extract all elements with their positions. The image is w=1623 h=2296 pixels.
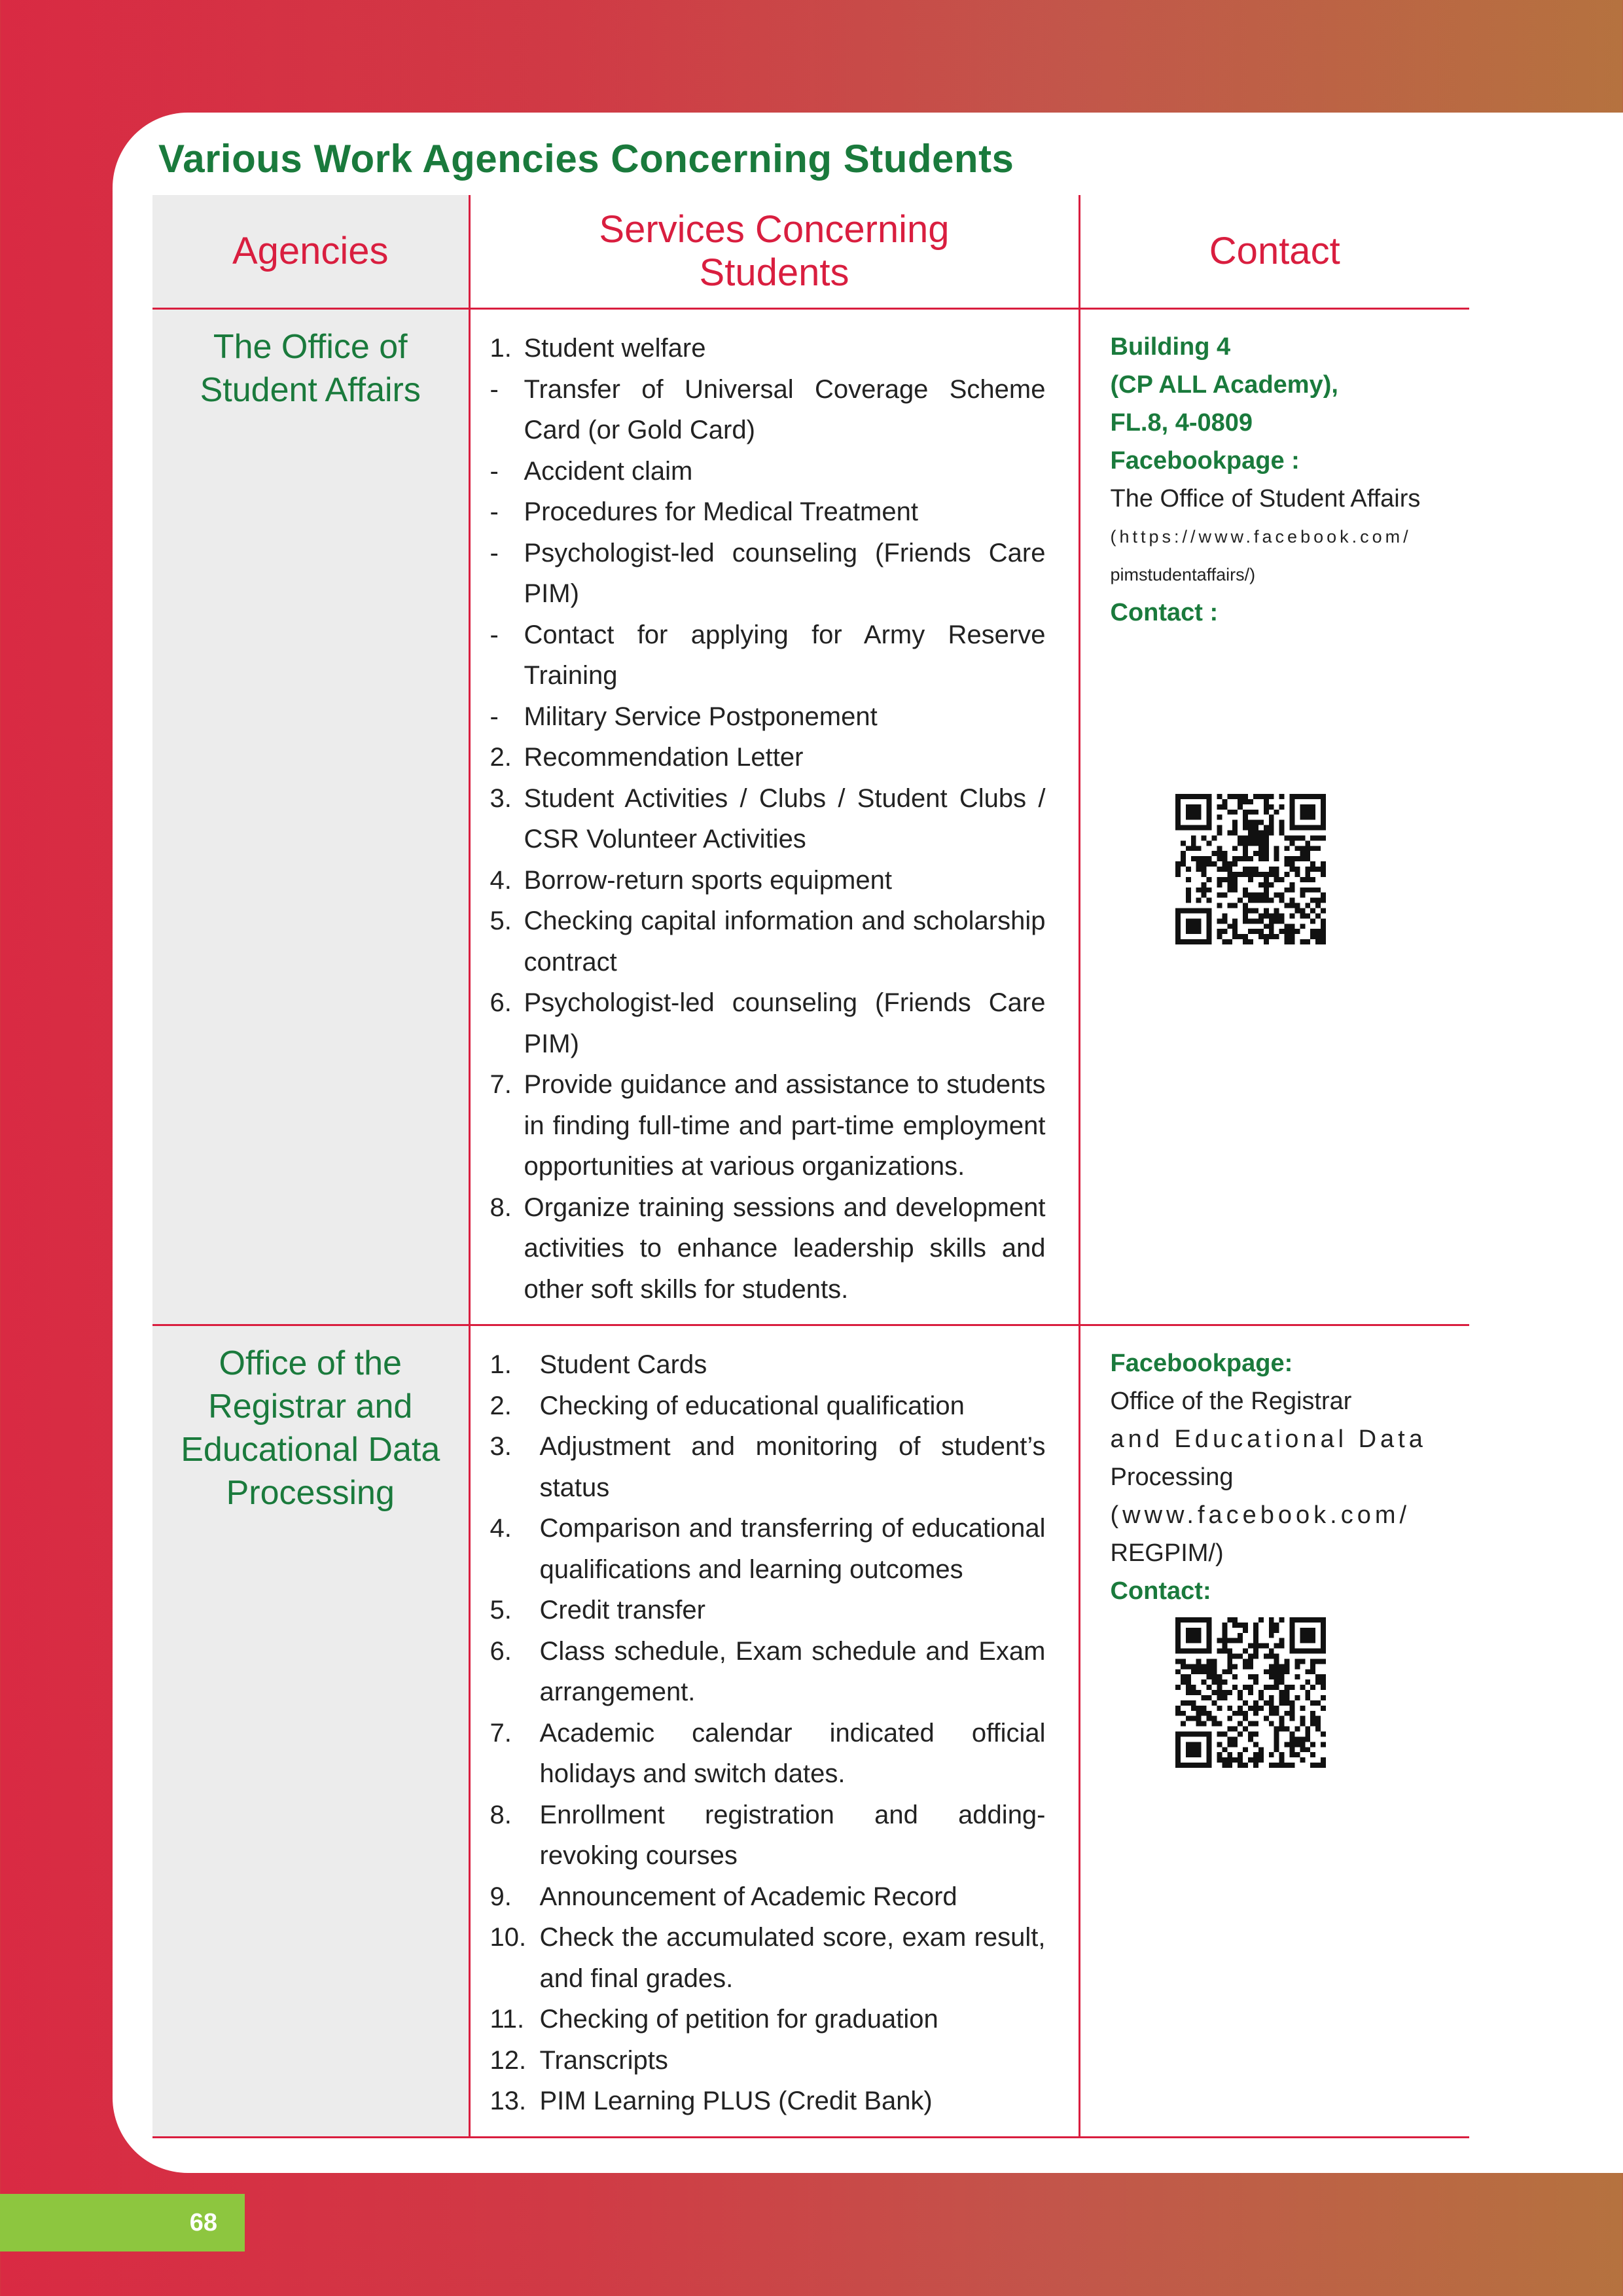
qr-code-icon	[1175, 1617, 1326, 1768]
list-item	[490, 737, 1046, 778]
list-marker: 1.	[490, 334, 512, 363]
list-marker: 9.	[490, 1882, 512, 1911]
list-item-text: Announcement of Academic Record	[539, 1882, 957, 1911]
services-student-affairs	[469, 309, 1079, 1325]
contact-label: Contact:	[1110, 1577, 1211, 1605]
list-item-text: Transcripts	[539, 2045, 668, 2075]
list-marker: 2.	[490, 1391, 512, 1420]
list-item	[490, 696, 1046, 738]
list-marker: 13.	[490, 2087, 527, 2115]
list-marker: 7.	[490, 1718, 512, 1748]
table-row	[152, 309, 1469, 1325]
list-marker: 4.	[490, 1514, 512, 1543]
list-item	[490, 1999, 1046, 2040]
qr-code-icon	[1175, 794, 1326, 944]
list-marker: 1.	[490, 1350, 512, 1379]
facebook-label: Facebookpage :	[1110, 447, 1300, 475]
list-marker: 5.	[490, 906, 512, 935]
list-item-text: Accident claim	[524, 456, 693, 486]
list-item	[490, 860, 1046, 901]
building-line: FL.8, 4-0809	[1110, 409, 1253, 437]
facebook-url: (www.facebook.com/	[1110, 1501, 1411, 1529]
list-marker: 8.	[490, 1193, 512, 1222]
list-item-text: Check the accumulated score, exam result, and final grades.	[539, 1923, 1046, 1993]
list-item	[490, 2040, 1046, 2081]
list-item-text: Recommendation Letter	[524, 743, 804, 772]
list-item	[490, 1508, 1046, 1590]
agency-name: Office of the Registrar and Educational Data Processing	[181, 1344, 440, 1512]
list-marker: 4.	[490, 865, 512, 895]
header-agencies: Agencies	[152, 195, 469, 309]
list-item	[490, 1590, 1046, 1631]
list-item	[490, 2081, 1046, 2122]
list-item-text: Psychologist-led counseling (Friends Care PIM)	[524, 988, 1046, 1058]
contact-registrar	[1079, 1325, 1469, 2138]
list-marker: -	[490, 620, 499, 649]
facebook-page-name: The Office of Student Affairs	[1110, 485, 1421, 512]
list-item-text: Student Cards	[539, 1350, 707, 1379]
list-item-text: Student Activities / Clubs / Student Clubs / CSR Volunteer Activities	[524, 783, 1046, 853]
list-item-text: Psychologist-led counseling (Friends Care PIM)	[524, 538, 1046, 608]
list-item	[490, 369, 1046, 451]
list-marker: 2.	[490, 743, 512, 772]
facebook-page-name: and Educational Data	[1110, 1426, 1427, 1453]
list-item	[490, 1344, 1046, 1386]
list-marker: 12.	[490, 2045, 527, 2075]
list-marker: 3.	[490, 783, 512, 813]
list-item-text: Organize training sessions and development activities to enhance leadership skills and other soft skills for students.	[524, 1193, 1046, 1304]
list-item-text: Adjustment and monitoring of student’s status	[539, 1432, 1046, 1502]
list-item	[490, 1426, 1046, 1508]
list-marker: -	[490, 374, 499, 404]
agency-name: The Office of Student Affairs	[200, 328, 421, 409]
list-item-text: Enrollment registration and adding-revoking courses	[539, 1800, 1046, 1870]
agency-student-affairs	[152, 309, 469, 1325]
list-item-text: Provide guidance and assistance to students in finding full-time and part-time employment opportunities at various organizations.	[524, 1070, 1046, 1181]
list-item-text: Borrow-return sports equipment	[524, 865, 892, 895]
list-item-text: Procedures for Medical Treatment	[524, 497, 918, 526]
contact-student-affairs	[1079, 309, 1469, 1325]
list-marker: 3.	[490, 1432, 512, 1461]
list-marker: 11.	[490, 2005, 525, 2034]
list-marker: 8.	[490, 1800, 512, 1829]
list-marker: 5.	[490, 1596, 512, 1624]
header-services-text: Services Concerning Students	[599, 208, 950, 294]
list-marker: -	[490, 538, 499, 567]
list-item	[490, 1917, 1046, 1999]
list-marker: 7.	[490, 1070, 512, 1099]
header-services	[469, 195, 1079, 309]
list-item-text: Academic calendar indicated official holidays and switch dates.	[539, 1718, 1046, 1788]
services-registrar	[469, 1325, 1079, 2138]
page-title: Various Work Agencies Concerning Students	[158, 137, 1014, 181]
list-marker: 6.	[490, 1636, 512, 1666]
list-item-text: Checking of educational qualification	[539, 1391, 965, 1420]
list-item-text: Class schedule, Exam schedule and Exam arrangement.	[539, 1636, 1046, 1706]
list-item	[490, 492, 1046, 533]
list-item	[490, 1187, 1046, 1310]
list-item	[490, 328, 1046, 369]
list-item	[490, 1795, 1046, 1876]
agency-registrar	[152, 1325, 469, 2138]
facebook-url: REGPIM/)	[1110, 1539, 1224, 1567]
list-item-text: Credit transfer	[539, 1596, 705, 1624]
list-marker: -	[490, 702, 499, 731]
list-item-text: Military Service Postponement	[524, 702, 878, 731]
facebook-url: (https://www.facebook.com/	[1110, 527, 1412, 547]
services-list	[490, 328, 1046, 1310]
list-item-text: Checking of petition for graduation	[539, 2005, 938, 2034]
page-number: 68	[0, 2194, 245, 2251]
services-list	[490, 1344, 1046, 2122]
agencies-table	[152, 195, 1469, 2138]
facebook-url: pimstudentaffairs/)	[1110, 565, 1256, 584]
list-item	[490, 1631, 1046, 1713]
facebook-label: Facebookpage:	[1110, 1350, 1293, 1377]
list-marker: 6.	[490, 988, 512, 1017]
list-item-text: Transfer of Universal Coverage Scheme Card (or Gold Card)	[524, 374, 1046, 444]
list-item-text: Comparison and transferring of educational qualifications and learning outcomes	[539, 1514, 1046, 1584]
building-line: (CP ALL Academy),	[1110, 371, 1338, 399]
header-contact: Contact	[1079, 195, 1469, 309]
table-header-row	[152, 195, 1469, 309]
table-row	[152, 1325, 1469, 2138]
list-item-text: Checking capital information and scholarship contract	[524, 906, 1046, 977]
list-item	[490, 615, 1046, 696]
list-item-text: Student welfare	[524, 334, 706, 363]
list-item	[490, 778, 1046, 860]
list-item-text: PIM Learning PLUS (Credit Bank)	[539, 2087, 933, 2115]
list-item	[490, 1064, 1046, 1187]
list-item	[490, 982, 1046, 1064]
list-item	[490, 533, 1046, 615]
list-marker: -	[490, 497, 499, 526]
list-marker: 10.	[490, 1923, 527, 1952]
facebook-page-name: Office of the Registrar	[1110, 1388, 1352, 1415]
list-marker: -	[490, 456, 499, 486]
list-item	[490, 1386, 1046, 1427]
building-line: Building 4	[1110, 333, 1231, 361]
list-item	[490, 901, 1046, 982]
facebook-page-name: Processing	[1110, 1463, 1234, 1491]
contact-label: Contact :	[1110, 599, 1219, 626]
list-item	[490, 1876, 1046, 1918]
list-item	[490, 1713, 1046, 1795]
list-item-text: Contact for applying for Army Reserve Training	[524, 620, 1046, 690]
list-item	[490, 451, 1046, 492]
